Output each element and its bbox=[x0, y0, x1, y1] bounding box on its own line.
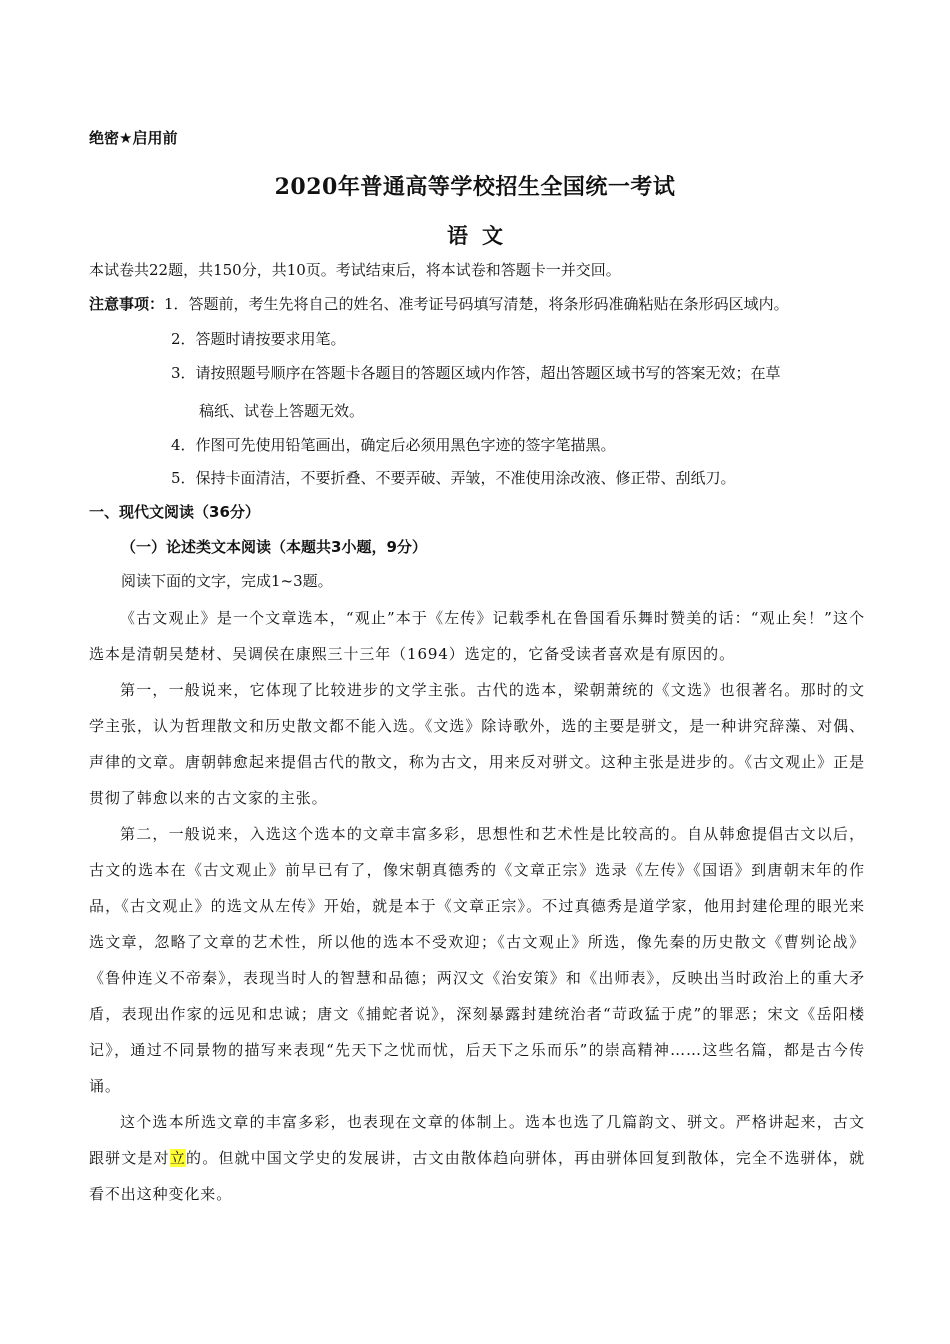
confidential-label: 绝密★启用前 bbox=[89, 129, 178, 147]
passage-text: 这个选本所选文章的丰富多彩，也表现在文章的体制上。选本也选了几篇韵文、骈文。严格讲起来，古文跟骈文是对 bbox=[89, 1113, 865, 1167]
passage-paragraph bbox=[89, 1104, 865, 1212]
note-item: 2．答题时请按要求用笔。 bbox=[171, 330, 346, 348]
notes-label: 注意事项： bbox=[89, 295, 165, 313]
exam-title: 2020年普通高等学校招生全国统一考试 bbox=[274, 174, 676, 200]
passage-paragraph: 第二，一般说来，入选这个选本的文章丰富多彩，思想性和艺术性是比较高的。自从韩愈提倡古文以后，古文的选本在《古文观止》前早已有了，像宋朝真德秀的《文章正宗》选录《左传》《国语》到唐朝末年的作品，《古文观止》的选文从左传》开始，就是本于《文章正宗》。不过真德秀是道学家，他用封建伦理的眼光来选文章，忽略了文章的艺术性，所以他的选本不受欢迎；《古文观止》所选，像先秦的历史散文《曹刿论战》《鲁仲连义不帝秦》，表现当时人的智慧和品德；两汉文《治安策》和《出师表》，反映出当时政治上的重大矛盾，表现出作家的远见和忠诚；唐文《捕蛇者说》，深刻暴露封建统治者“苛政猛于虎”的罪恶；宋文《岳阳楼记》，通过不同景物的描写来表现“先天下之忧而忧，后天下之乐而乐”的崇高精神……这些名篇，都是古今传诵。 bbox=[89, 825, 865, 1095]
highlighted-text: 立 bbox=[169, 1149, 187, 1167]
note-item: 4．作图可先使用铅笔画出，确定后必须用黑色字迹的签字笔描黑。 bbox=[171, 436, 616, 454]
exam-intro: 本试卷共22题，共150分，共10页。考试结束后，将本试卷和答题卡一并交回。 bbox=[89, 261, 621, 279]
note-item-continued: 稿纸、试卷上答题无效。 bbox=[199, 402, 365, 420]
note-item: 1．答题前，考生先将自己的姓名、准考证号码填写清楚，将条形码准确粘贴在条形码区域内。 bbox=[164, 295, 789, 313]
subject-title: 语文 bbox=[447, 223, 517, 248]
reading-passage bbox=[89, 600, 865, 1212]
passage-paragraph: 第一，一般说来，它体现了比较进步的文学主张。古代的选本，梁朝萧统的《文选》也很著名。那时的文学主张，认为哲理散文和历史散文都不能入选。《文选》除诗歌外，选的主要是骈文，是一种讲究辞藻、对偶、声律的文章。唐朝韩愈起来提倡古代的散文，称为古文，用来反对骈文。这种主张是进步的。《古文观止》正是贯彻了韩愈以来的古文家的主张。 bbox=[89, 681, 865, 807]
subsection-heading: （一）论述类文本阅读（本题共3小题，9分） bbox=[121, 538, 427, 556]
note-item: 5．保持卡面清洁，不要折叠、不要弄破、弄皱，不准使用涂改液、修正带、刮纸刀。 bbox=[171, 469, 736, 487]
passage-text: 的。但就中国文学史的发展讲，古文由散体趋向骈体，再由骈体回复到散体，完全不选骈体，就看不出这种变化来。 bbox=[89, 1149, 865, 1203]
section-heading: 一、现代文阅读（36分） bbox=[89, 503, 260, 521]
passage-paragraph: 《古文观止》是一个文章选本，“观止”本于《左传》记载季札在鲁国看乐舞时赞美的话：“观止矣！”这个选本是清朝吴楚材、吴调侯在康熙三十三年（1694）选定的，它备受读者喜欢是有原因的。 bbox=[89, 609, 865, 663]
reading-instruction: 阅读下面的文字，完成1~3题。 bbox=[121, 572, 333, 590]
note-item: 3．请按照题号顺序在答题卡各题目的答题区域内作答，超出答题区域书写的答案无效；在草 bbox=[171, 364, 781, 382]
